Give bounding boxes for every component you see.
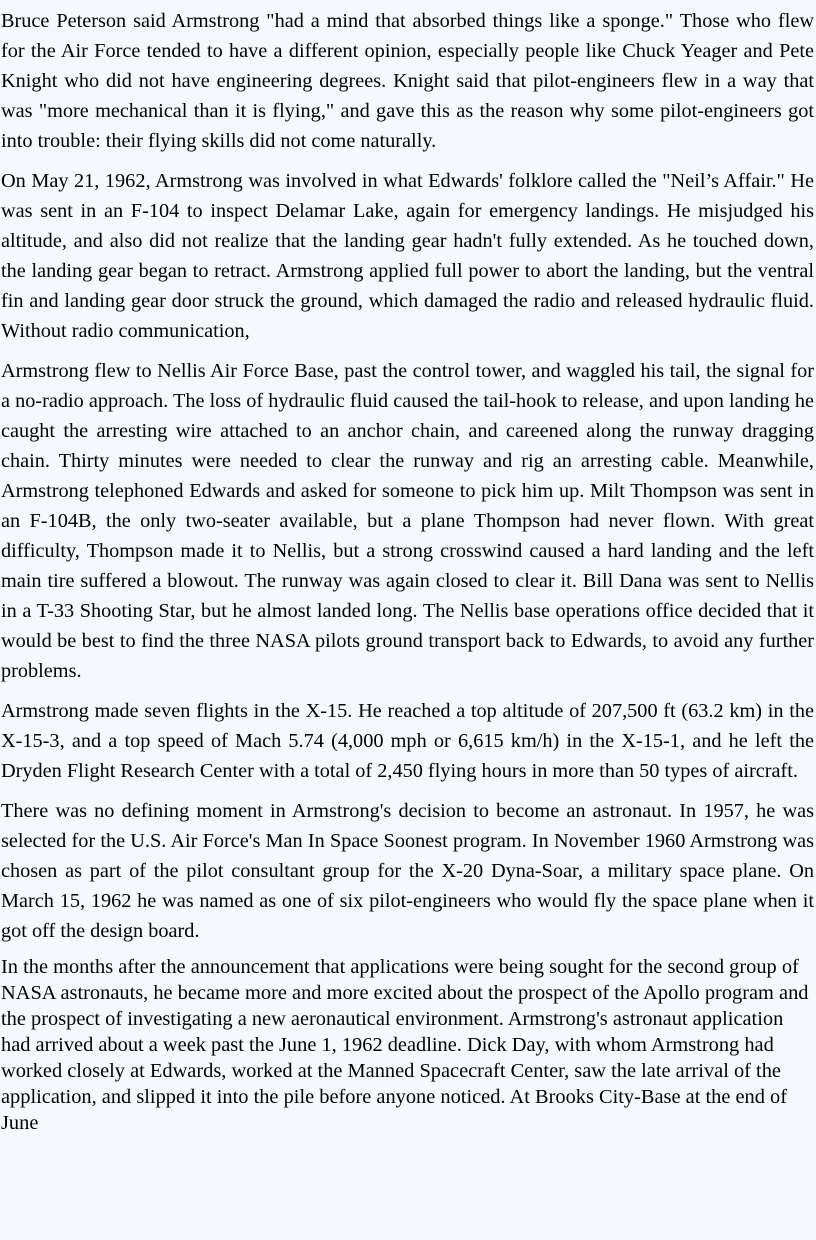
paragraph-neils-affair: On May 21, 1962, Armstrong was involved in what Edwards' folklore called the "Neil’s Affair." He was sent in an F-104 to inspect Delamar Lake, again for emergency landings. He misjudged his altitude, and also did not realize that the landing gear hadn't fully extended. As he touched down, the landing gear began to retract. Armstrong applied full power to abort the landing, but the ventral fin and landing gear door struck the ground, which damaged the radio and released hydraulic fluid. Without radio communication, <box>1 170 814 342</box>
paragraph-astronaut-decision: There was no defining moment in Armstrong's decision to become an astronaut. In 1957, he was selected for the U.S. Air Force's Man In Space Soonest program. In November 1960 Armstrong was chosen as part of the pilot consultant group for the X-20 Dyna-Soar, a military space plane. On March 15, 1962 he was named as one of six pilot-engineers who would fly the space plane when it got off the design board. <box>1 800 814 942</box>
paragraph-nellis-landing: Armstrong flew to Nellis Air Force Base, past the control tower, and waggled his tail, the signal for a no-radio approach. The loss of hydraulic fluid caused the tail-hook to release, and upon landing he caught the arresting wire attached to an anchor chain, and careened along the runway dragging chain. Thirty minutes were needed to clear the runway and rig an arresting cable. Meanwhile, Armstrong telephoned Edwards and asked for someone to pick him up. Milt Thompson was sent in an F-104B, the only two-seater available, but a plane Thompson had never flown. With great difficulty, Thompson made it to Nellis, but a strong crosswind caused a hard landing and the left main tire suffered a blowout. The runway was again closed to clear it. Bill Dana was sent to Nellis in a T-33 Shooting Star, but he almost landed long. The Nellis base operations office decided that it would be best to find the three NASA pilots ground transport back to Edwards, to avoid any further problems. <box>1 360 814 682</box>
paragraph-nasa-application: In the months after the announcement that applications were being sought for the second group of NASA astronauts, he became more and more excited about the prospect of the Apollo program and the prospect of investigating a new aeronautical environment. Armstrong's astronaut application had arrived about a week past the June 1, 1962 deadline. Dick Day, with whom Armstrong had worked closely at Edwards, worked at the Manned Spacecraft Center, saw the late arrival of the application, and slipped it into the pile before anyone noticed. At Brooks City-Base at the end of June <box>1 956 809 1134</box>
paragraph-peterson-quote: Bruce Peterson said Armstrong "had a mind that absorbed things like a sponge." Those who flew for the Air Force tended to have a different opinion, especially people like Chuck Yeager and Pete Knight who did not have engineering degrees. Knight said that pilot-engineers flew in a way that was "more mechanical than it is flying," and gave this as the reason why some pilot-engineers got into trouble: their flying skills did not come naturally. <box>1 10 814 152</box>
paragraph-x15-flights: Armstrong made seven flights in the X-15. He reached a top altitude of 207,500 ft (63.2 km) in the X-15-3, and a top speed of Mach 5.74 (4,000 mph or 6,615 km/h) in the X-15-1, and he left the Dryden Flight Research Center with a total of 2,450 flying hours in more than 50 types of aircraft. <box>1 700 814 782</box>
